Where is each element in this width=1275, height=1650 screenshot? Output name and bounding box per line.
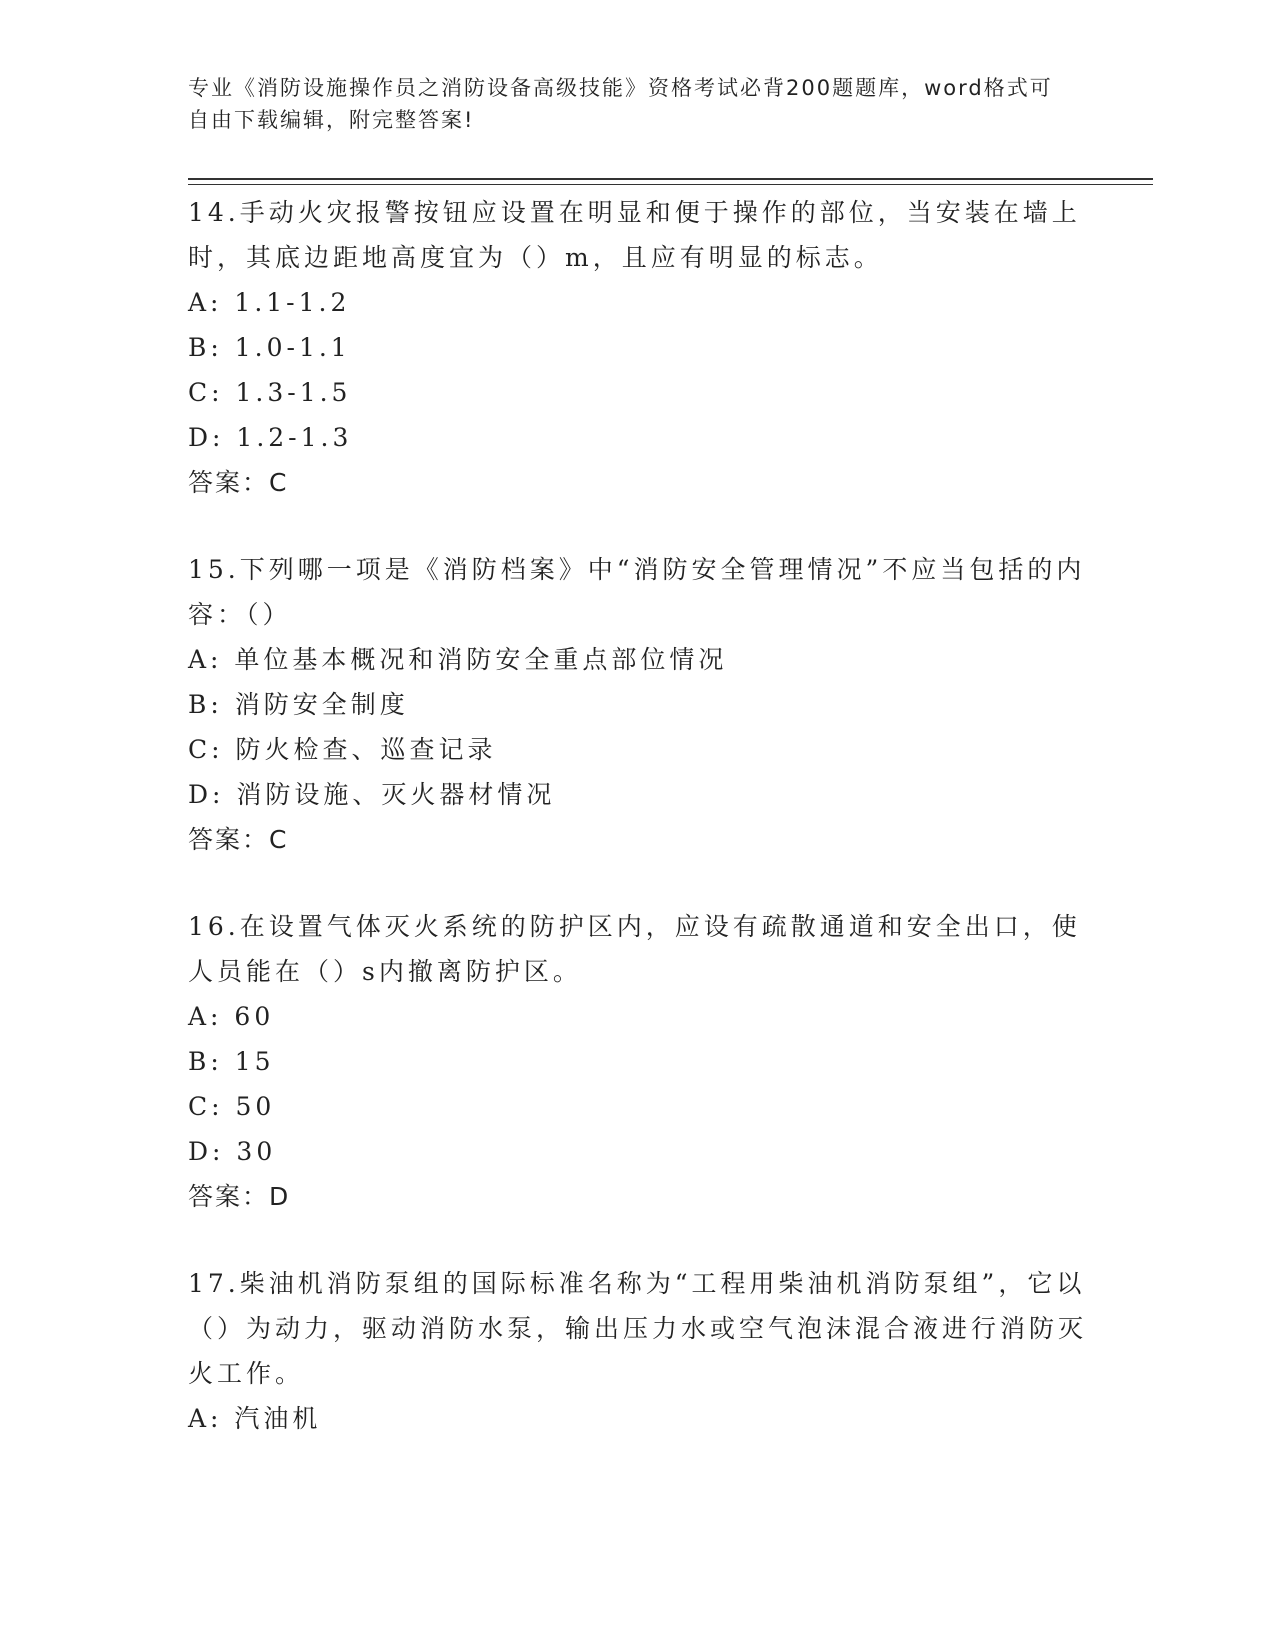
option-b: B: 消防安全制度 — [188, 690, 409, 719]
question-17 — [188, 1261, 1088, 1441]
question-text: 14.手动火灾报警按钮应设置在明显和便于操作的部位，当安装在墙上时，其底边距地高度宜为（）m，且应有明显的标志。 — [188, 198, 1081, 272]
answer: 答案：D — [188, 1182, 291, 1211]
option-c: C: 1.3-1.5 — [188, 378, 352, 407]
question-list — [188, 190, 1088, 1483]
header-divider-thin — [188, 184, 1153, 185]
question-text: 17.柴油机消防泵组的国际标准名称为“工程用柴油机消防泵组”，它以（）为动力，驱动消防水泵，输出压力水或空气泡沫混合液进行消防灭火工作。 — [188, 1269, 1088, 1388]
question-14 — [188, 190, 1088, 505]
question-text: 15.下列哪一项是《消防档案》中“消防安全管理情况”不应当包括的内容：（） — [188, 555, 1086, 629]
option-c: C: 50 — [188, 1092, 276, 1121]
option-a: A: 单位基本概况和消防安全重点部位情况 — [188, 645, 728, 674]
option-b: B: 15 — [188, 1047, 275, 1076]
question-text: 16.在设置气体灭火系统的防护区内，应设有疏散通道和安全出口，使人员能在（）s内撤离防护区。 — [188, 912, 1081, 986]
option-a: A: 1.1-1.2 — [188, 288, 351, 317]
option-d: D: 30 — [188, 1137, 277, 1166]
option-d: D: 1.2-1.3 — [188, 423, 353, 452]
option-b: B: 1.0-1.1 — [188, 333, 351, 362]
option-a: A: 汽油机 — [188, 1404, 322, 1433]
option-d: D: 消防设施、灭火器材情况 — [188, 780, 556, 809]
option-c: C: 防火检查、巡查记录 — [188, 735, 497, 764]
document-header: 专业《消防设施操作员之消防设备高级技能》资格考试必背200题题库，word格式可自由下载编辑，附完整答案! — [188, 76, 1053, 132]
option-a: A: 60 — [188, 1002, 275, 1031]
answer: 答案：C — [188, 825, 289, 854]
answer: 答案：C — [188, 468, 289, 497]
question-15 — [188, 547, 1088, 862]
header-divider — [188, 178, 1153, 180]
question-16 — [188, 904, 1088, 1219]
